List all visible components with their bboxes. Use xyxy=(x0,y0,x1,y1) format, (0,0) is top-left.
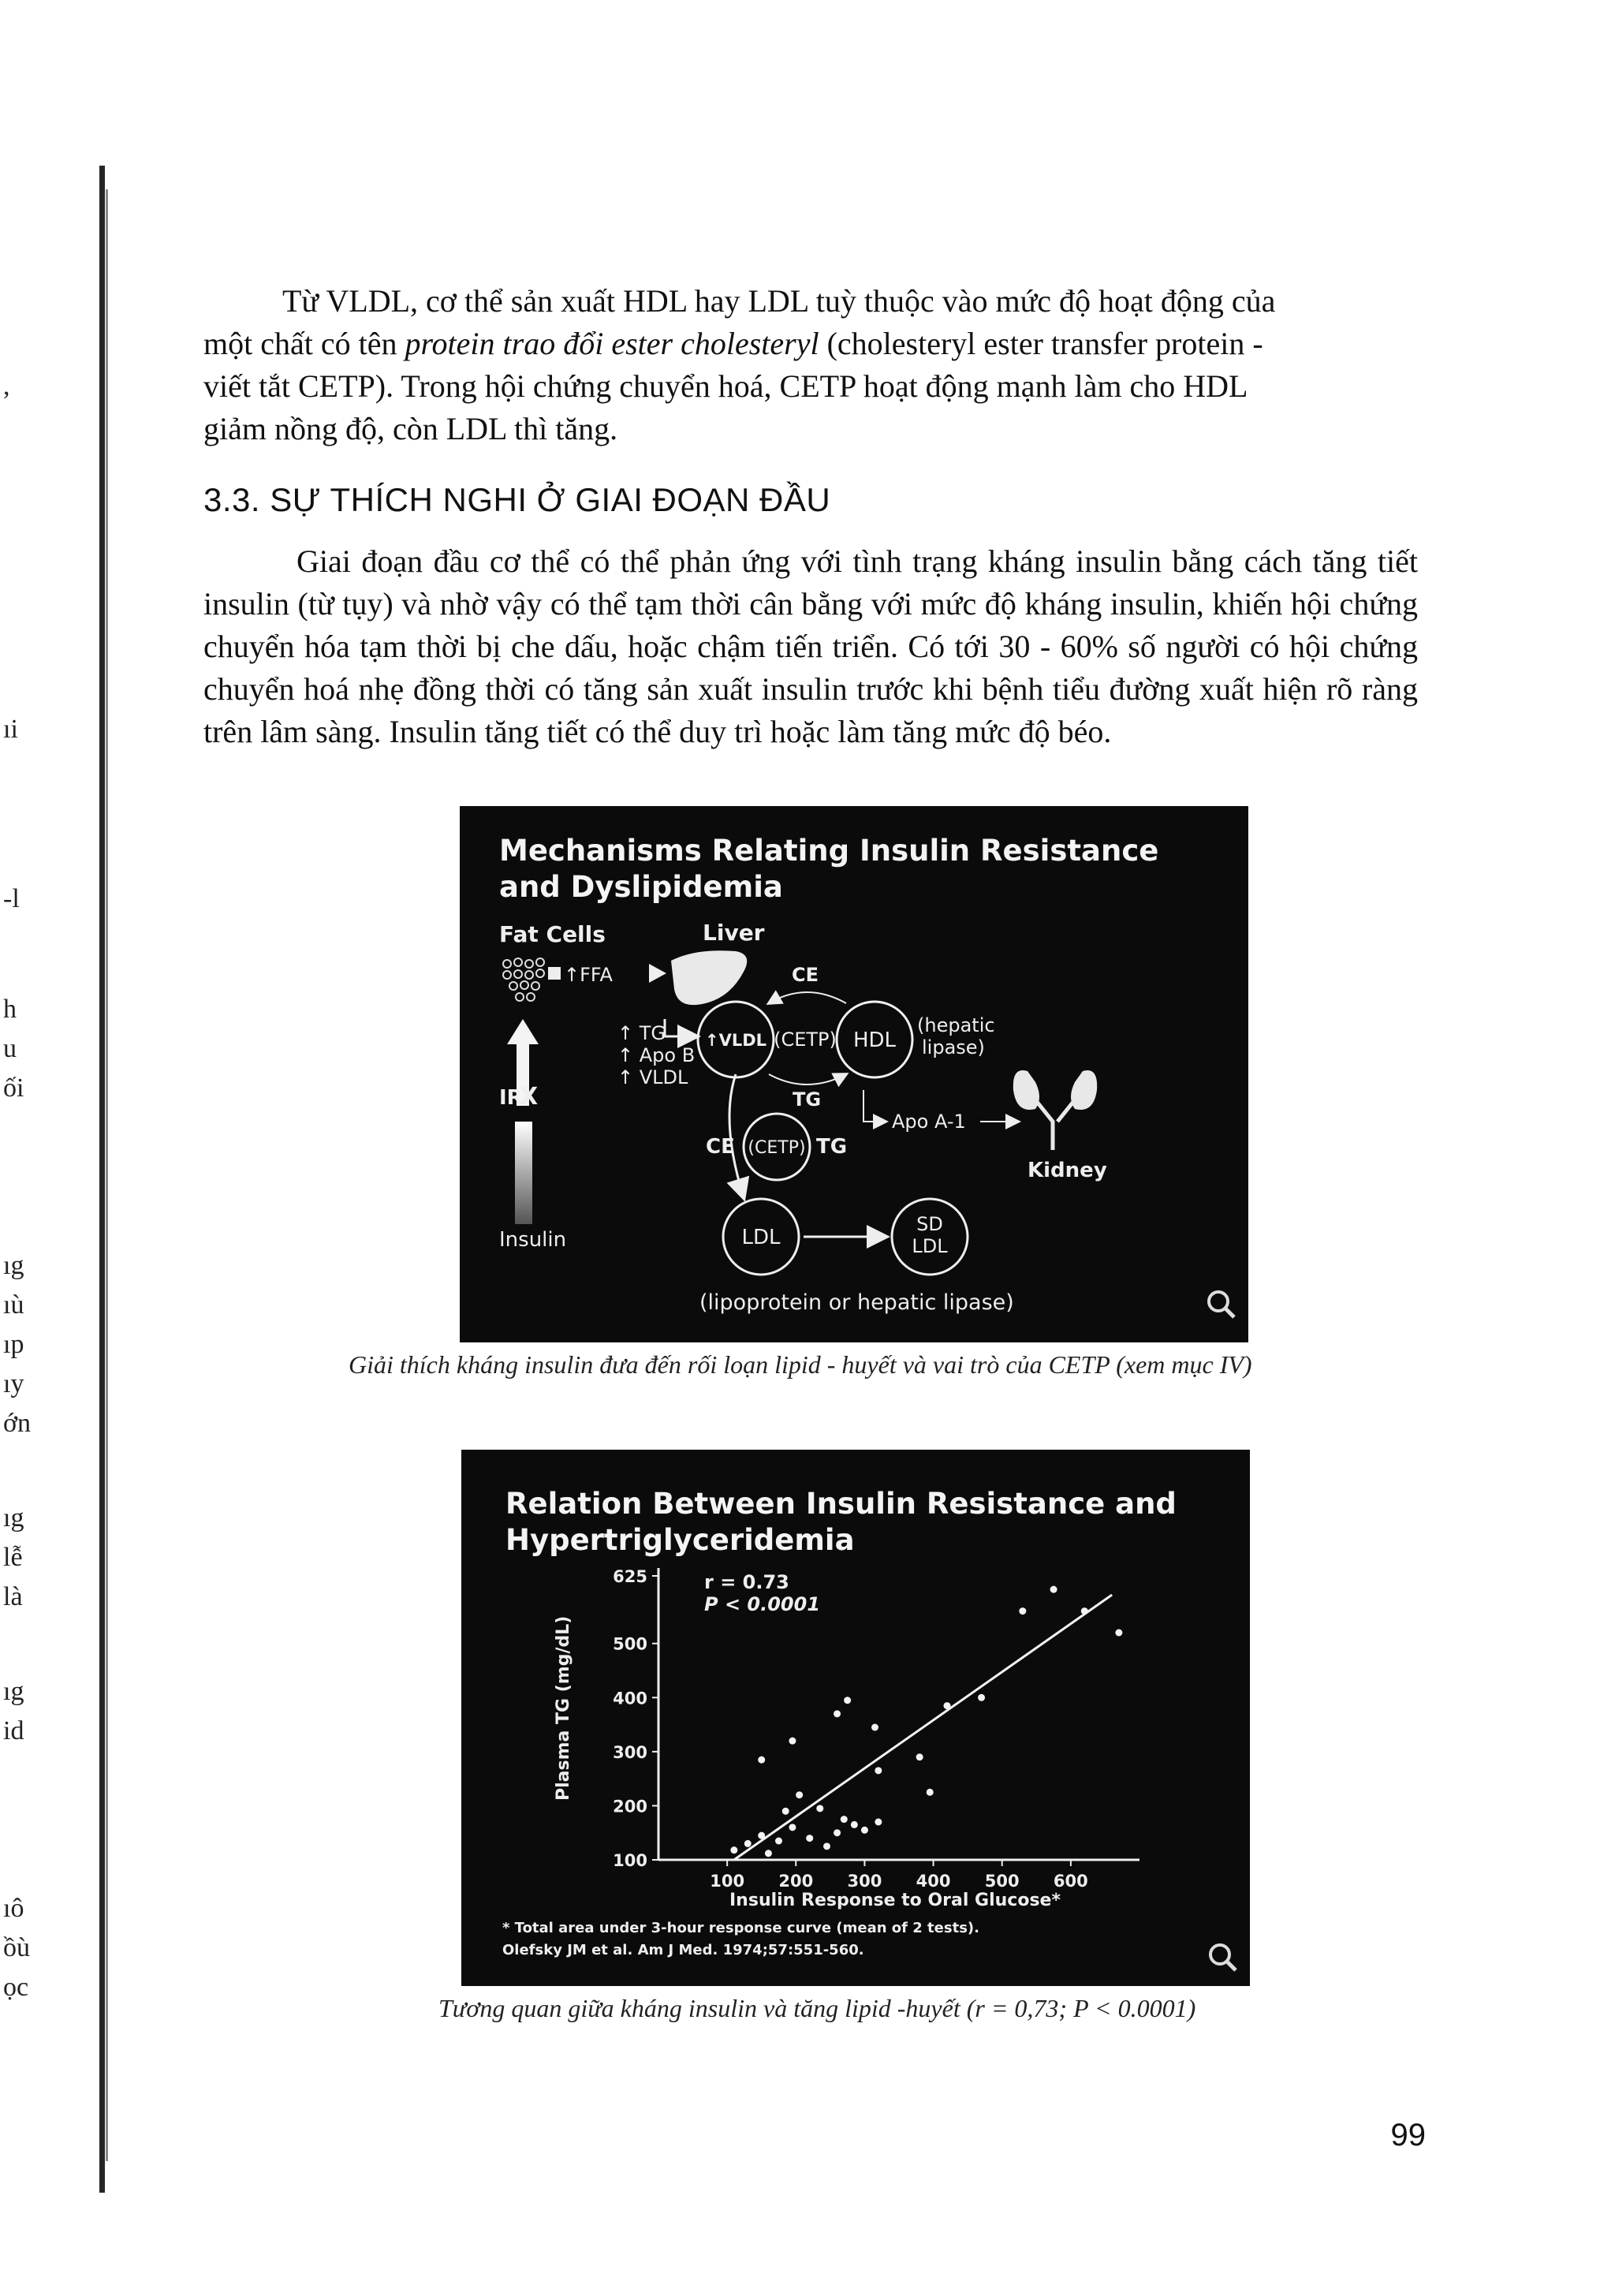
binding-edge-shadow xyxy=(106,189,108,2161)
binding-edge xyxy=(99,166,105,2193)
data-point xyxy=(796,1791,803,1798)
margin-fragment: ıy xyxy=(3,1369,24,1398)
data-point xyxy=(861,1827,868,1834)
intro-line-3: viết tắt CETP). Trong hội chứng chuyển hoá, CETP hoạt động mạnh làm cho HDL xyxy=(203,368,1248,404)
intro-line-4: giảm nồng độ, còn LDL thì tăng. xyxy=(203,411,618,446)
data-point xyxy=(834,1710,841,1717)
hepatic-lipase-label-1: (hepatic xyxy=(917,1014,995,1036)
data-point xyxy=(730,1846,737,1854)
figure1-caption: Giải thích kháng insulin đưa đến rối loạn lipid - huyết và vai trò của CETP (xem mục IV) xyxy=(349,1350,1252,1379)
data-point xyxy=(1019,1607,1026,1615)
x-tick-label: 200 xyxy=(778,1872,814,1891)
ce-top-label: CE xyxy=(791,964,819,986)
margin-fragment: lễ xyxy=(3,1543,23,1572)
ce-transfer-arrow xyxy=(769,992,846,1003)
data-point xyxy=(744,1840,752,1847)
data-point xyxy=(916,1753,923,1760)
intro-paragraph xyxy=(203,280,1418,450)
margin-fragment: ıg xyxy=(3,1503,24,1533)
data-point xyxy=(816,1805,823,1812)
data-point xyxy=(765,1850,772,1857)
body-paragraph: Giai đoạn đầu cơ thể có thể phản ứng với tình trạng kháng insulin bằng cách tăng tiết insulin (từ tụy) và nhờ vậy có thể tạm thời cân bằng với mức độ kháng insulin, khiến hội chứng chuyển hóa tạm thời bị che dấu, hoặc chậm tiến triển. Có tới 30 - 60% số người có hội chứng chuyển hoá nhẹ đồng thời có tăng sản xuất insulin trước khi bệnh tiểu đường xuất hiện rõ ràng trên lâm sàng. Insulin tăng tiết có thể duy trì hoặc làm tăng mức độ béo. xyxy=(203,543,1418,749)
sd-label: SD xyxy=(916,1213,943,1235)
margin-fragment: id xyxy=(3,1716,24,1745)
hdl-node-label: HDL xyxy=(852,1029,897,1052)
x-axis-label: Insulin Response to Oral Glucose* xyxy=(729,1891,1061,1910)
margin-fragment: ıù xyxy=(3,1290,24,1320)
vldl-to-ldl-arrow xyxy=(729,1074,744,1197)
liver-to-vldl-arrow xyxy=(665,1019,696,1036)
ffa-arrow-icon xyxy=(649,964,666,983)
data-point xyxy=(927,1789,934,1796)
tg-up-label: ↑ TG xyxy=(617,1022,666,1044)
scatter-chart xyxy=(461,1450,1250,1986)
data-point xyxy=(1081,1607,1088,1615)
insulin-label: Insulin xyxy=(499,1228,567,1252)
magnifier-icon xyxy=(1209,1292,1234,1317)
margin-fragment: , xyxy=(3,371,10,401)
vldl-up-label: ↑ VLDL xyxy=(617,1066,688,1088)
figure2-title-line2: Hypertriglyceridemia xyxy=(505,1523,855,1557)
liver-label: Liver xyxy=(703,920,765,946)
margin-fragment: u xyxy=(3,1034,17,1063)
page-number: 99 xyxy=(1390,2118,1426,2152)
insulin-bar xyxy=(515,1122,532,1224)
x-tick-label: 400 xyxy=(916,1872,951,1891)
data-point xyxy=(844,1697,851,1704)
ce-mid-label: CE xyxy=(706,1135,735,1159)
vldl-node-label: ↑VLDL xyxy=(704,1031,767,1050)
intro-line-2 xyxy=(203,323,1418,365)
liver-icon xyxy=(671,950,747,1005)
cetp-center-label: (CETP) xyxy=(748,1138,806,1158)
footnote-1: * Total area under 3-hour response curve (mean of 2 tests). xyxy=(502,1920,979,1936)
y-tick-label: 500 xyxy=(613,1634,647,1654)
data-point xyxy=(1050,1586,1057,1593)
sd-ldl-label: LDL xyxy=(912,1235,948,1257)
x-tick-label: 300 xyxy=(847,1872,882,1891)
y-axis-label: Plasma TG (mg/dL) xyxy=(554,1615,573,1801)
cetp-top-label: (CETP) xyxy=(774,1029,837,1051)
mechanism-diagram xyxy=(460,806,1248,1342)
r-value-label: r = 0.73 xyxy=(704,1571,789,1593)
section-heading: 3.3. SỰ THÍCH NGHI Ở GIAI ĐOẠN ĐẦU xyxy=(203,481,831,518)
margin-fragment: là xyxy=(3,1582,23,1611)
margin-fragment: ồù xyxy=(3,1933,30,1962)
intro-line-2-post: (cholesteryl ester transfer protein - xyxy=(819,326,1263,361)
y-tick-label: 300 xyxy=(613,1742,647,1762)
tg-right-label: TG xyxy=(816,1135,848,1159)
apob-up-label: ↑ Apo B xyxy=(617,1044,696,1066)
data-point xyxy=(823,1842,830,1850)
data-point xyxy=(806,1835,813,1842)
data-point xyxy=(834,1829,841,1836)
intro-term-italic: protein trao đổi ester cholesteryl xyxy=(405,326,819,361)
data-point xyxy=(775,1838,782,1845)
magnifier-icon-2 xyxy=(1210,1945,1236,1970)
bottom-lipase-label: (lipoprotein or hepatic lipase) xyxy=(699,1290,1014,1315)
data-point xyxy=(841,1816,848,1823)
ffa-label: ↑FFA xyxy=(564,964,613,986)
margin-fragment: -l xyxy=(3,884,20,913)
footnote-2: Olefsky JM et al. Am J Med. 1974;57:551-560. xyxy=(502,1942,864,1958)
hdl-to-apo-arrow xyxy=(863,1090,886,1122)
apo-a1-label: Apo A-1 xyxy=(892,1111,966,1133)
margin-fragment: ıi xyxy=(3,715,18,744)
margin-fragment: ọc xyxy=(3,1973,29,2002)
figure1-title-line1: Mechanisms Relating Insulin Resistance xyxy=(499,834,1159,868)
y-tick-label: 100 xyxy=(613,1851,647,1870)
margin-fragment: ớn xyxy=(3,1409,31,1438)
data-point xyxy=(871,1724,878,1731)
data-point xyxy=(875,1819,882,1826)
x-mark: X xyxy=(520,1083,539,1111)
margin-fragment: ối xyxy=(3,1073,24,1103)
margin-fragment: ıg xyxy=(3,1251,24,1280)
x-tick-label: 100 xyxy=(710,1872,745,1891)
margin-fragment: ıô xyxy=(3,1894,24,1923)
regression-line xyxy=(734,1595,1112,1860)
margin-fragment: h xyxy=(3,995,17,1024)
y-tick-label: 200 xyxy=(613,1797,647,1816)
data-point xyxy=(851,1821,858,1828)
figure2-caption: Tương quan giữa kháng insulin và tăng lipid -huyết (r = 0,73; P < 0.0001) xyxy=(438,1994,1196,2022)
fat-cells-label: Fat Cells xyxy=(499,921,606,947)
data-point xyxy=(789,1824,796,1831)
margin-fragment: ıg xyxy=(3,1677,24,1706)
kidney-icon xyxy=(1013,1070,1097,1150)
tg-mid-label: TG xyxy=(792,1088,822,1111)
ir-label: IR xyxy=(499,1086,523,1110)
x-tick-label: 600 xyxy=(1053,1872,1088,1891)
p-value-label: P < 0.0001 xyxy=(704,1593,821,1615)
hepatic-lipase-label-2: lipase) xyxy=(922,1036,985,1058)
kidney-label: Kidney xyxy=(1028,1159,1107,1182)
tg-transfer-arrow xyxy=(769,1074,846,1085)
data-point xyxy=(944,1702,951,1709)
figure2-slide xyxy=(461,1450,1250,1986)
intro-line-2-pre: một chất có tên xyxy=(203,326,405,361)
ldl-node-label: LDL xyxy=(741,1226,781,1249)
y-tick-label: 625 xyxy=(613,1567,647,1586)
fat-cells-icon xyxy=(503,958,544,1001)
figure1-title-line2: and Dyslipidemia xyxy=(499,870,783,904)
figure2-title-line1: Relation Between Insulin Resistance and xyxy=(505,1487,1177,1521)
margin-fragment: ıp xyxy=(3,1330,24,1359)
data-point xyxy=(875,1767,882,1774)
data-point xyxy=(782,1808,789,1815)
x-tick-label: 500 xyxy=(984,1872,1020,1891)
intro-line-1: Từ VLDL, cơ thể sản xuất HDL hay LDL tuỳ thuộc vào mức độ hoạt động của xyxy=(282,283,1276,319)
data-point xyxy=(789,1738,796,1745)
data-point xyxy=(978,1694,985,1701)
figure1-slide xyxy=(460,806,1248,1342)
data-point xyxy=(758,1757,765,1764)
ffa-arrow-tail xyxy=(548,967,561,980)
y-tick-label: 400 xyxy=(613,1689,647,1708)
data-point xyxy=(758,1832,765,1839)
data-point xyxy=(1115,1630,1122,1637)
